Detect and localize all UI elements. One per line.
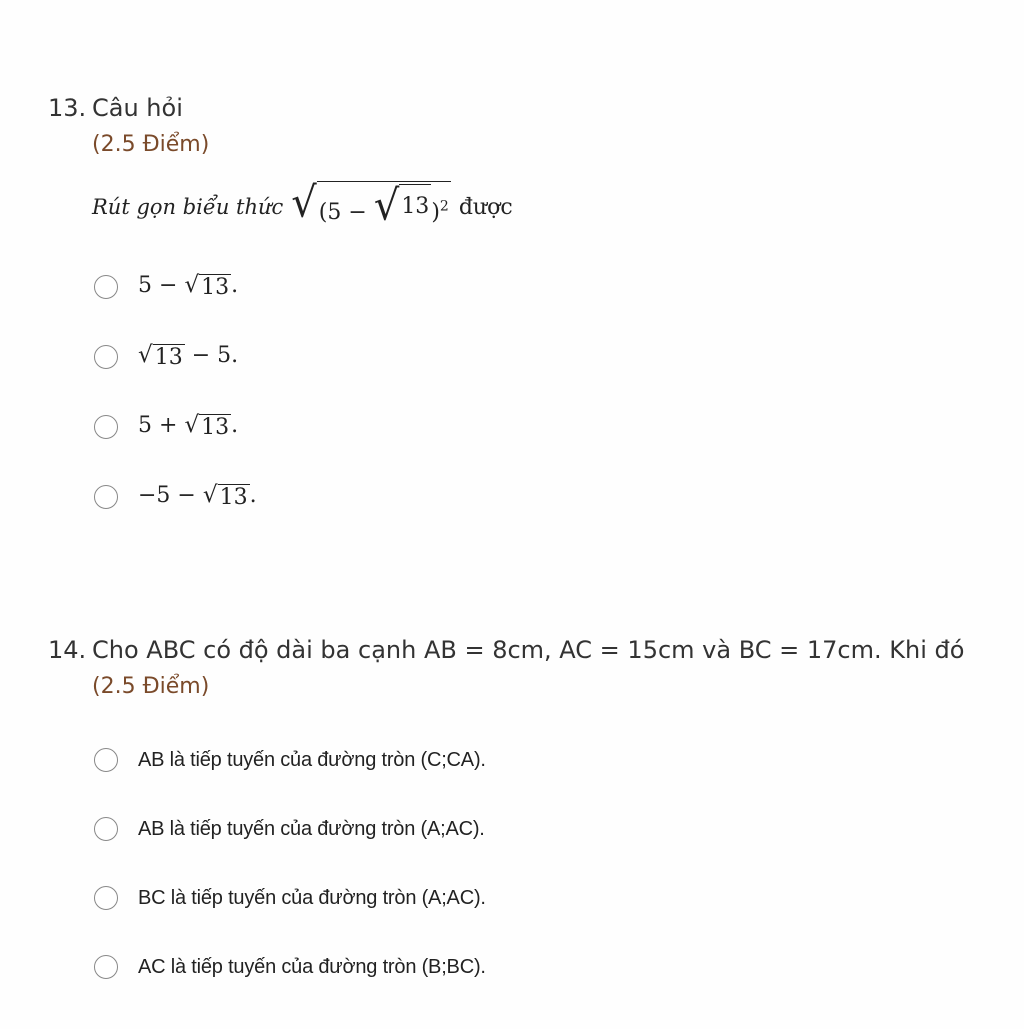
option-post: . <box>249 483 257 509</box>
radical-icon: √ <box>184 412 200 439</box>
q14-option-d[interactable] <box>94 950 486 984</box>
question-13-prompt <box>92 178 513 232</box>
radio-button[interactable] <box>94 955 118 979</box>
option-post: − 5. <box>191 343 239 369</box>
outer-radicand <box>317 181 451 233</box>
question-points: (2.5 Điểm) <box>92 674 210 699</box>
radio-button[interactable] <box>94 275 118 299</box>
radio-button[interactable] <box>94 886 118 910</box>
option-text <box>138 483 257 510</box>
question-number: 13. <box>48 94 87 122</box>
radical-icon: √ <box>291 178 317 227</box>
question-title: Câu hỏi <box>92 94 183 122</box>
radical-icon: √ <box>184 272 200 299</box>
open-paren: ( <box>318 200 328 225</box>
prompt-base: 5 − <box>327 200 367 225</box>
radio-button[interactable] <box>94 345 118 369</box>
option-label: BC là tiếp tuyến của đường tròn (A;AC). <box>138 886 486 909</box>
question-title: Cho ABC có độ dài ba cạnh AB = 8cm, AC = 15cm và BC = 17cm. Khi đó <box>92 636 965 664</box>
q13-option-a[interactable] <box>94 270 238 304</box>
radical-icon: √ <box>138 342 153 369</box>
option-text <box>138 343 238 370</box>
option-pre: −5 − <box>138 483 196 509</box>
option-radical <box>203 484 250 510</box>
radical-icon: √ <box>202 482 218 509</box>
option-radicand: 13 <box>201 415 230 441</box>
question-points: (2.5 Điểm) <box>92 132 210 157</box>
option-text <box>138 413 238 440</box>
option-label: AB là tiếp tuyến của đường tròn (C;CA). <box>138 748 486 771</box>
question-13-header <box>48 92 209 124</box>
option-radical <box>138 344 185 370</box>
prompt-prefix: Rút gọn biểu thức <box>92 195 284 219</box>
q13-option-c[interactable] <box>94 410 238 444</box>
option-radicand: 13 <box>154 345 183 371</box>
q13-option-b[interactable] <box>94 340 238 374</box>
q13-option-d[interactable] <box>94 480 257 514</box>
close-paren: ) <box>431 200 440 225</box>
option-post: . <box>231 273 239 299</box>
radio-button[interactable] <box>94 748 118 772</box>
option-radical <box>184 274 231 300</box>
q14-option-c[interactable] <box>94 881 486 915</box>
radio-button[interactable] <box>94 817 118 841</box>
outer-radical <box>291 178 451 233</box>
radio-button[interactable] <box>94 485 118 509</box>
inner-radical <box>373 181 432 231</box>
option-label: AB là tiếp tuyến của đường tròn (A;AC). <box>138 817 485 840</box>
option-pre: 5 + <box>138 413 178 439</box>
radical-icon: √ <box>373 181 400 231</box>
prompt-suffix: được <box>458 194 513 220</box>
question-14 <box>48 634 964 702</box>
exponent: 2 <box>439 198 449 215</box>
option-label: AC là tiếp tuyến của đường tròn (B;BC). <box>138 955 486 978</box>
inner-radicand: 13 <box>399 184 431 228</box>
question-number: 14. <box>48 636 87 664</box>
q14-option-a[interactable] <box>94 743 486 777</box>
option-radicand: 13 <box>201 275 230 301</box>
question-13 <box>48 92 209 160</box>
option-pre: 5 − <box>138 273 178 299</box>
q14-option-b[interactable] <box>94 812 485 846</box>
question-14-header <box>48 634 964 666</box>
option-text <box>138 273 238 300</box>
radio-button[interactable] <box>94 415 118 439</box>
option-radical <box>184 414 231 440</box>
option-post: . <box>231 413 239 439</box>
option-radicand: 13 <box>219 485 248 511</box>
